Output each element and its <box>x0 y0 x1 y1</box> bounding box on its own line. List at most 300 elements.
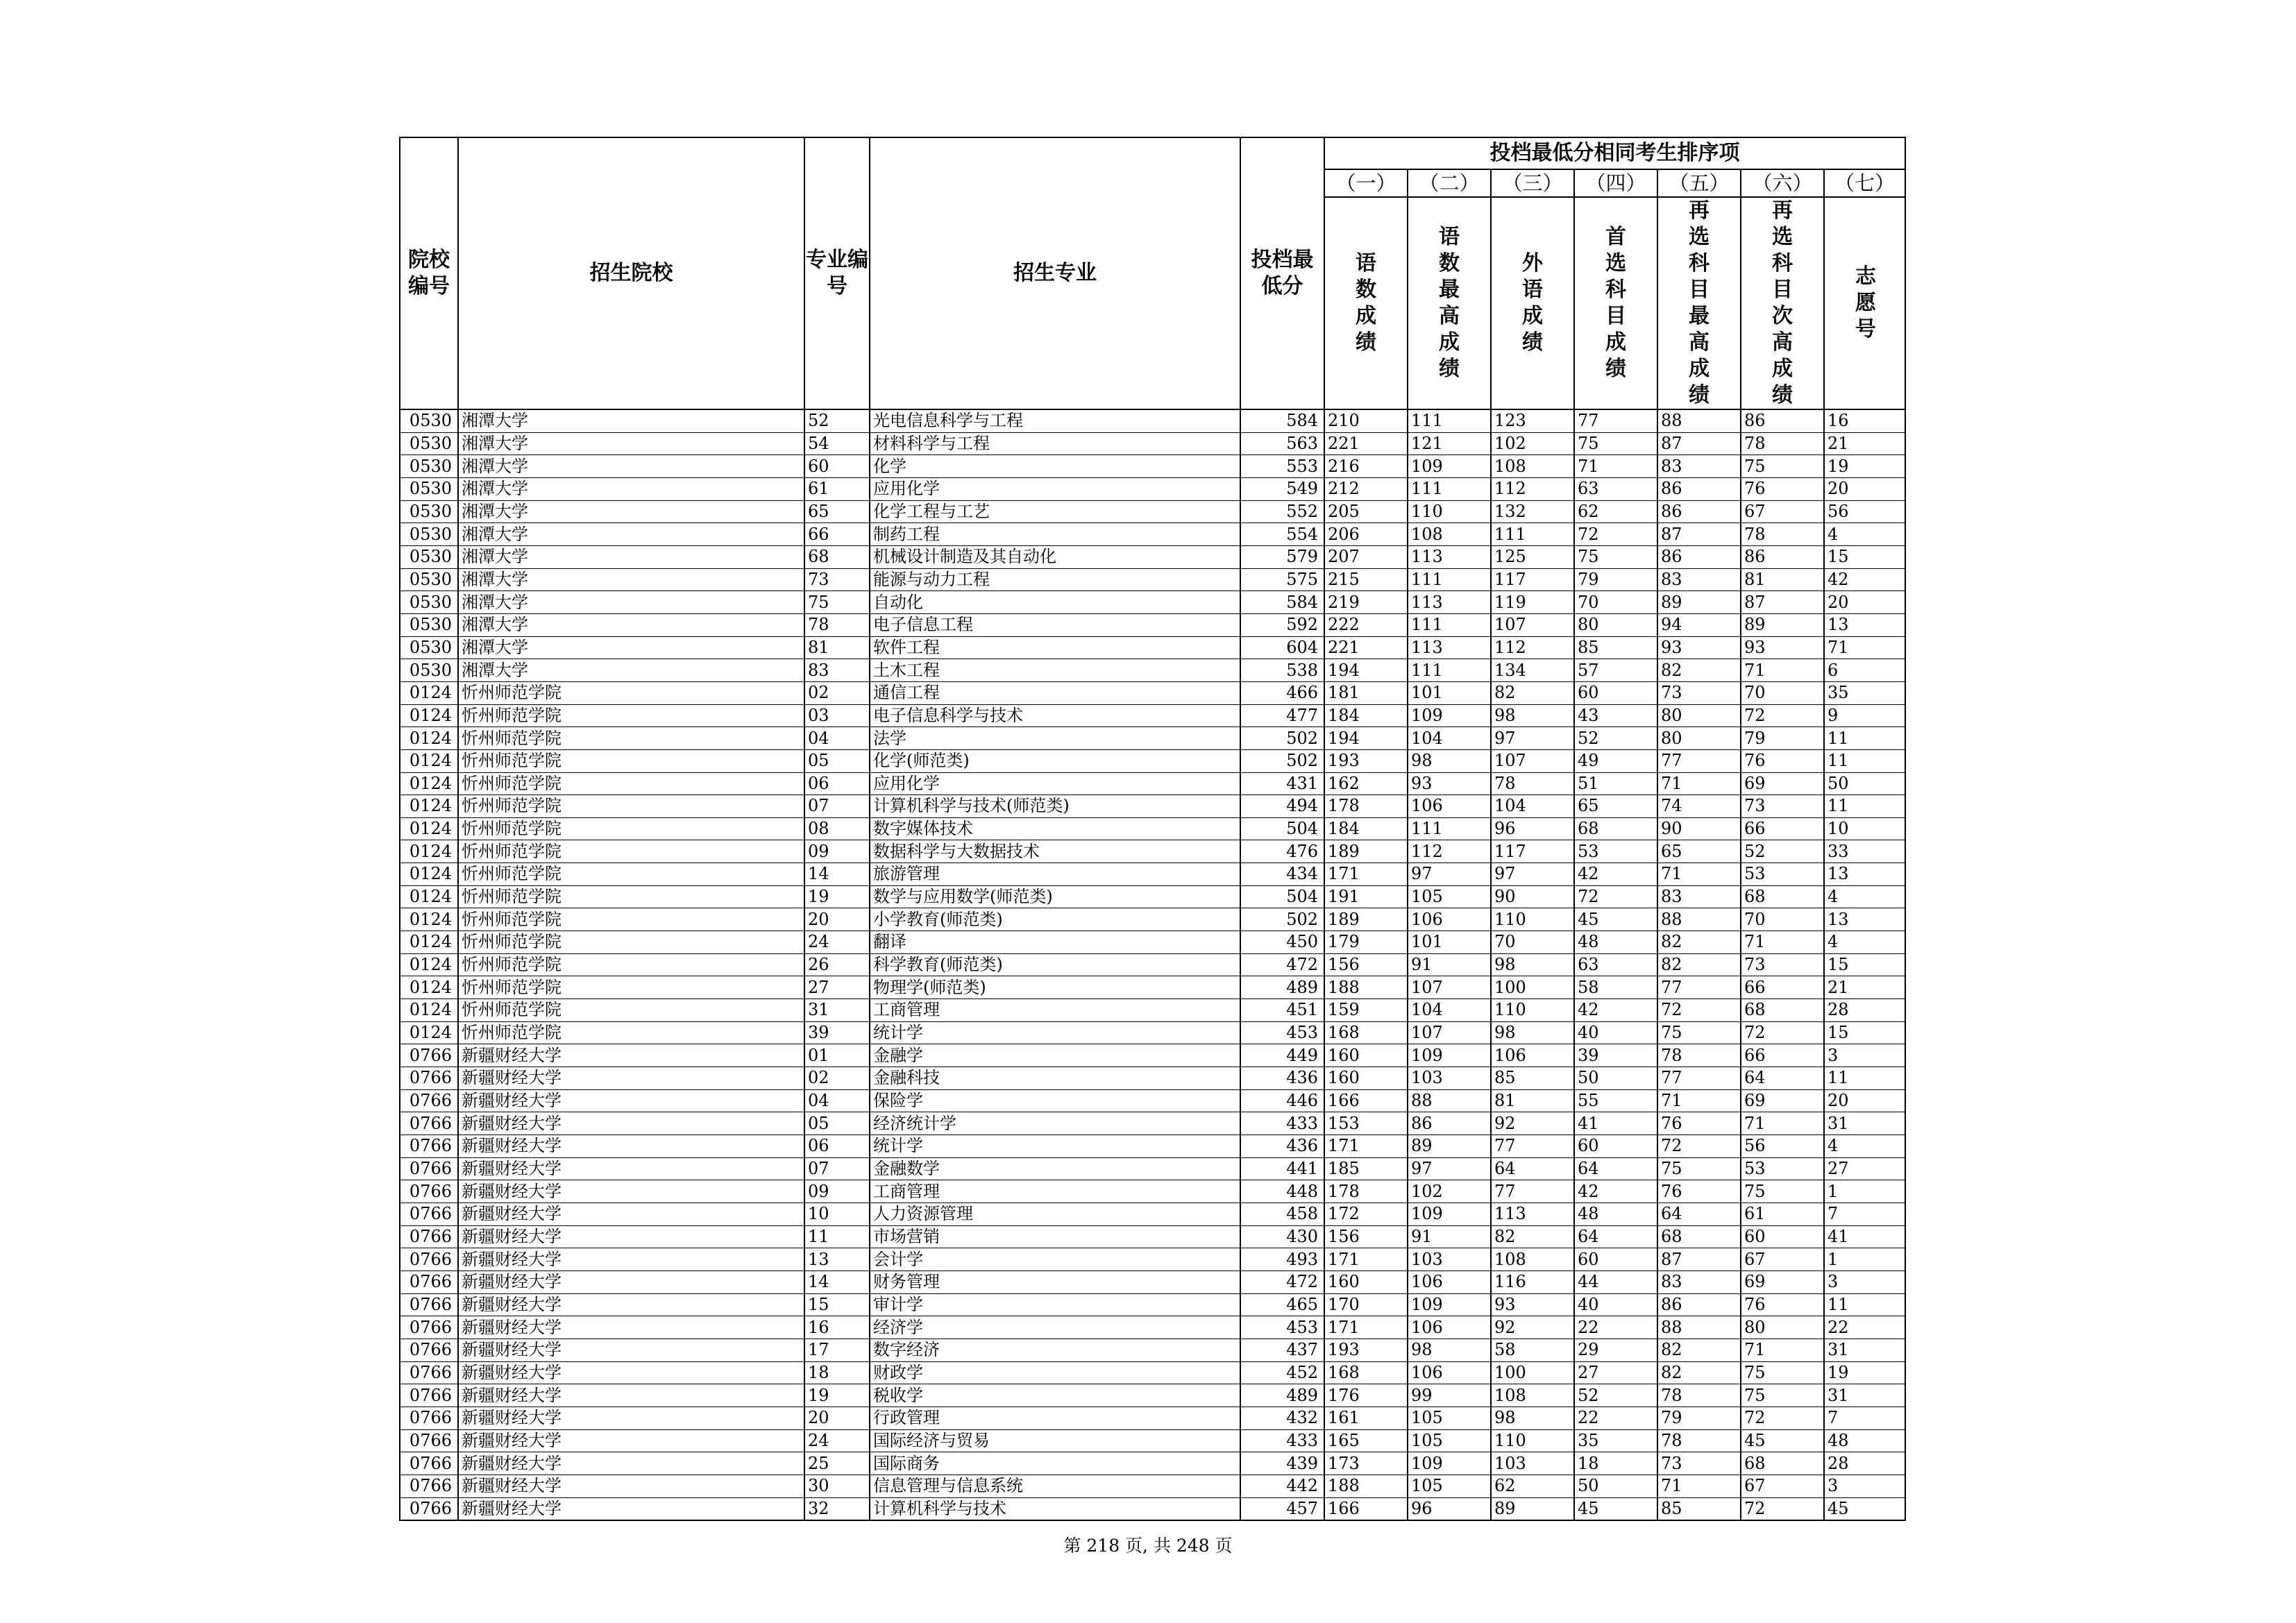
order-2-cell: 105 <box>1408 1475 1491 1497</box>
min-score-cell: 453 <box>1240 1021 1324 1044</box>
min-score-cell: 553 <box>1240 455 1324 478</box>
order-3-cell: 62 <box>1491 1475 1574 1497</box>
order-2-cell: 105 <box>1408 1407 1491 1429</box>
order-5-cell: 65 <box>1657 840 1741 863</box>
order-3-cell: 97 <box>1491 863 1574 886</box>
major-name-cell: 能源与动力工程 <box>870 568 1240 591</box>
min-score-cell: 504 <box>1240 817 1324 840</box>
table-row <box>400 1429 1905 1452</box>
table-row <box>400 1361 1905 1384</box>
school-code-cell: 0766 <box>400 1429 458 1452</box>
order-5-cell: 75 <box>1657 1021 1741 1044</box>
order-1-cell: 166 <box>1324 1497 1408 1520</box>
order-2-cell: 109 <box>1408 455 1491 478</box>
school-code-cell: 0766 <box>400 1316 458 1339</box>
order-2-cell: 101 <box>1408 681 1491 704</box>
school-code-cell: 0766 <box>400 1089 458 1112</box>
order-3-cell: 89 <box>1491 1497 1574 1520</box>
major-name-cell: 机械设计制造及其自动化 <box>870 545 1240 568</box>
order-7-cell: 7 <box>1824 1407 1905 1429</box>
order-3-cell: 96 <box>1491 817 1574 840</box>
order-5-cell: 68 <box>1657 1225 1741 1248</box>
table-row <box>400 1407 1905 1429</box>
major-name-cell: 物理学(师范类) <box>870 976 1240 999</box>
major-code-cell: 78 <box>804 613 870 636</box>
order-4-cell: 35 <box>1574 1429 1657 1452</box>
major-name-cell: 化学工程与工艺 <box>870 500 1240 523</box>
order-2-cell: 88 <box>1408 1089 1491 1112</box>
order-1-cell: 216 <box>1324 455 1408 478</box>
order-4-cell: 48 <box>1574 931 1657 954</box>
header-major-code: 专业编号 <box>804 137 870 409</box>
order-2-cell: 111 <box>1408 817 1491 840</box>
order-2-cell: 113 <box>1408 591 1491 614</box>
order-4-cell: 53 <box>1574 840 1657 863</box>
order-6-cell: 73 <box>1741 953 1824 976</box>
order-6-cell: 52 <box>1741 840 1824 863</box>
major-code-cell: 05 <box>804 749 870 772</box>
order-4-cell: 22 <box>1574 1407 1657 1429</box>
order-5-cell: 80 <box>1657 704 1741 727</box>
order-6-cell: 66 <box>1741 817 1824 840</box>
table-row <box>400 863 1905 886</box>
school-name-cell: 新疆财经大学 <box>458 1180 804 1203</box>
table-row <box>400 1203 1905 1225</box>
order-4-cell: 42 <box>1574 999 1657 1022</box>
min-score-cell: 604 <box>1240 636 1324 659</box>
major-code-cell: 19 <box>804 885 870 908</box>
order-3-cell: 108 <box>1491 455 1574 478</box>
table-row <box>400 772 1905 795</box>
min-score-cell: 502 <box>1240 727 1324 750</box>
order-6-cell: 75 <box>1741 1384 1824 1407</box>
min-score-cell: 549 <box>1240 477 1324 500</box>
school-name-cell: 忻州师范学院 <box>458 863 804 886</box>
school-name-cell: 新疆财经大学 <box>458 1112 804 1135</box>
order-1-cell: 205 <box>1324 500 1408 523</box>
order-3-cell: 77 <box>1491 1180 1574 1203</box>
order-1-cell: 171 <box>1324 1316 1408 1339</box>
school-name-cell: 忻州师范学院 <box>458 999 804 1022</box>
school-name-cell: 新疆财经大学 <box>458 1339 804 1361</box>
min-score-cell: 432 <box>1240 1407 1324 1429</box>
order-3-cell: 92 <box>1491 1112 1574 1135</box>
header-school-code: 院校编号 <box>400 137 458 409</box>
order-1-cell: 194 <box>1324 727 1408 750</box>
major-code-cell: 39 <box>804 1021 870 1044</box>
major-code-cell: 01 <box>804 1044 870 1067</box>
major-name-cell: 化学 <box>870 455 1240 478</box>
table-row <box>400 1089 1905 1112</box>
order-7-cell: 19 <box>1824 1361 1905 1384</box>
major-code-cell: 07 <box>804 1157 870 1180</box>
order-5-cell: 94 <box>1657 613 1741 636</box>
major-code-cell: 06 <box>804 1135 870 1158</box>
school-name-cell: 新疆财经大学 <box>458 1497 804 1520</box>
order-5-cell: 64 <box>1657 1203 1741 1225</box>
school-code-cell: 0124 <box>400 772 458 795</box>
school-code-cell: 0766 <box>400 1452 458 1475</box>
major-name-cell: 通信工程 <box>870 681 1240 704</box>
order-6-cell: 76 <box>1741 477 1824 500</box>
min-score-cell: 451 <box>1240 999 1324 1022</box>
major-name-cell: 制药工程 <box>870 523 1240 546</box>
major-name-cell: 电子信息科学与技术 <box>870 704 1240 727</box>
order-7-cell: 10 <box>1824 817 1905 840</box>
order-1-cell: 189 <box>1324 840 1408 863</box>
order-5-cell: 82 <box>1657 931 1741 954</box>
order-7-cell: 22 <box>1824 1316 1905 1339</box>
table-row <box>400 908 1905 931</box>
order-7-cell: 48 <box>1824 1429 1905 1452</box>
school-code-cell: 0530 <box>400 432 458 455</box>
order-7-cell: 15 <box>1824 953 1905 976</box>
min-score-cell: 433 <box>1240 1112 1324 1135</box>
min-score-cell: 446 <box>1240 1089 1324 1112</box>
major-name-cell: 光电信息科学与工程 <box>870 409 1240 432</box>
school-code-cell: 0766 <box>400 1407 458 1429</box>
order-3-cell: 92 <box>1491 1316 1574 1339</box>
order-3-cell: 81 <box>1491 1089 1574 1112</box>
order-7-cell: 71 <box>1824 636 1905 659</box>
order-6-cell: 75 <box>1741 455 1824 478</box>
order-6-cell: 72 <box>1741 1021 1824 1044</box>
min-score-cell: 433 <box>1240 1429 1324 1452</box>
order-7-cell: 3 <box>1824 1475 1905 1497</box>
school-code-cell: 0766 <box>400 1225 458 1248</box>
order-4-cell: 43 <box>1574 704 1657 727</box>
order-5-cell: 86 <box>1657 545 1741 568</box>
order-1-cell: 179 <box>1324 931 1408 954</box>
order-3-cell: 110 <box>1491 908 1574 931</box>
order-7-cell: 4 <box>1824 1135 1905 1158</box>
table-row <box>400 795 1905 818</box>
school-name-cell: 新疆财经大学 <box>458 1475 804 1497</box>
school-name-cell: 忻州师范学院 <box>458 704 804 727</box>
major-code-cell: 30 <box>804 1475 870 1497</box>
school-code-cell: 0530 <box>400 545 458 568</box>
order-1-cell: 178 <box>1324 1180 1408 1203</box>
order-1-cell: 165 <box>1324 1429 1408 1452</box>
order-6-cell: 89 <box>1741 613 1824 636</box>
order-3-cell: 113 <box>1491 1203 1574 1225</box>
order-5-cell: 86 <box>1657 1293 1741 1316</box>
order-6-cell: 66 <box>1741 1044 1824 1067</box>
order-6-cell: 67 <box>1741 1475 1824 1497</box>
table-row <box>400 1497 1905 1520</box>
order-1-cell: 156 <box>1324 1225 1408 1248</box>
school-code-cell: 0124 <box>400 908 458 931</box>
school-name-cell: 忻州师范学院 <box>458 953 804 976</box>
order-3-cell: 108 <box>1491 1384 1574 1407</box>
school-code-cell: 0766 <box>400 1044 458 1067</box>
school-code-cell: 0124 <box>400 885 458 908</box>
order-5-cell: 82 <box>1657 1339 1741 1361</box>
order-4-cell: 42 <box>1574 1180 1657 1203</box>
school-code-cell: 0124 <box>400 795 458 818</box>
order-5-cell: 82 <box>1657 1361 1741 1384</box>
school-code-cell: 0124 <box>400 863 458 886</box>
order-7-cell: 13 <box>1824 613 1905 636</box>
min-score-cell: 457 <box>1240 1497 1324 1520</box>
school-name-cell: 忻州师范学院 <box>458 976 804 999</box>
school-name-cell: 湘潭大学 <box>458 636 804 659</box>
header-min-score: 投档最低分 <box>1240 137 1324 409</box>
min-score-cell: 430 <box>1240 1225 1324 1248</box>
order-7-cell: 16 <box>1824 409 1905 432</box>
min-score-cell: 477 <box>1240 704 1324 727</box>
school-code-cell: 0124 <box>400 976 458 999</box>
order-4-cell: 63 <box>1574 953 1657 976</box>
order-6-cell: 66 <box>1741 976 1824 999</box>
school-name-cell: 新疆财经大学 <box>458 1452 804 1475</box>
order-2-cell: 103 <box>1408 1067 1491 1090</box>
min-score-cell: 563 <box>1240 432 1324 455</box>
order-2-cell: 111 <box>1408 409 1491 432</box>
major-code-cell: 08 <box>804 817 870 840</box>
order-4-cell: 75 <box>1574 432 1657 455</box>
order-4-cell: 68 <box>1574 817 1657 840</box>
school-name-cell: 忻州师范学院 <box>458 1021 804 1044</box>
order-3-cell: 132 <box>1491 500 1574 523</box>
order-6-cell: 68 <box>1741 885 1824 908</box>
table-row <box>400 931 1905 954</box>
school-code-cell: 0766 <box>400 1497 458 1520</box>
major-name-cell: 自动化 <box>870 591 1240 614</box>
table-row <box>400 1384 1905 1407</box>
order-3-cell: 112 <box>1491 636 1574 659</box>
order-7-cell: 11 <box>1824 1293 1905 1316</box>
order-1-cell: 191 <box>1324 885 1408 908</box>
order-2-cell: 110 <box>1408 500 1491 523</box>
school-code-cell: 0766 <box>400 1067 458 1090</box>
major-code-cell: 17 <box>804 1339 870 1361</box>
table-row <box>400 1339 1905 1361</box>
order-4-cell: 27 <box>1574 1361 1657 1384</box>
order-3-cell: 117 <box>1491 568 1574 591</box>
table-row <box>400 1112 1905 1135</box>
major-code-cell: 06 <box>804 772 870 795</box>
school-name-cell: 湘潭大学 <box>458 477 804 500</box>
order-6-cell: 60 <box>1741 1225 1824 1248</box>
table-row <box>400 704 1905 727</box>
school-code-cell: 0530 <box>400 568 458 591</box>
order-4-cell: 44 <box>1574 1271 1657 1293</box>
table-row <box>400 659 1905 682</box>
order-1-cell: 172 <box>1324 1203 1408 1225</box>
order-1-cell: 171 <box>1324 1135 1408 1158</box>
order-5-cell: 83 <box>1657 455 1741 478</box>
order-2-cell: 91 <box>1408 953 1491 976</box>
order-5-cell: 89 <box>1657 591 1741 614</box>
major-code-cell: 20 <box>804 908 870 931</box>
order-1-cell: 181 <box>1324 681 1408 704</box>
order-7-cell: 19 <box>1824 455 1905 478</box>
order-4-cell: 65 <box>1574 795 1657 818</box>
school-name-cell: 新疆财经大学 <box>458 1361 804 1384</box>
order-3-cell: 100 <box>1491 1361 1574 1384</box>
order-4-cell: 42 <box>1574 863 1657 886</box>
order-2-cell: 113 <box>1408 545 1491 568</box>
order-7-cell: 4 <box>1824 931 1905 954</box>
order-1-cell: 215 <box>1324 568 1408 591</box>
school-code-cell: 0124 <box>400 817 458 840</box>
order-3-cell: 93 <box>1491 1293 1574 1316</box>
order-1-cell: 193 <box>1324 1339 1408 1361</box>
order-5-cell: 77 <box>1657 1067 1741 1090</box>
order-1-cell: 184 <box>1324 704 1408 727</box>
min-score-cell: 592 <box>1240 613 1324 636</box>
order-1-cell: 207 <box>1324 545 1408 568</box>
min-score-cell: 450 <box>1240 931 1324 954</box>
table-row <box>400 1157 1905 1180</box>
min-score-cell: 466 <box>1240 681 1324 704</box>
min-score-cell: 575 <box>1240 568 1324 591</box>
order-2-cell: 97 <box>1408 1157 1491 1180</box>
major-code-cell: 73 <box>804 568 870 591</box>
min-score-cell: 584 <box>1240 409 1324 432</box>
school-name-cell: 忻州师范学院 <box>458 681 804 704</box>
min-score-cell: 458 <box>1240 1203 1324 1225</box>
order-4-cell: 60 <box>1574 1135 1657 1158</box>
school-code-cell: 0530 <box>400 659 458 682</box>
order-5-cell: 77 <box>1657 749 1741 772</box>
major-name-cell: 计算机科学与技术 <box>870 1497 1240 1520</box>
major-name-cell: 旅游管理 <box>870 863 1240 886</box>
major-name-cell: 保险学 <box>870 1089 1240 1112</box>
major-code-cell: 04 <box>804 727 870 750</box>
school-name-cell: 新疆财经大学 <box>458 1293 804 1316</box>
order-1-cell: 193 <box>1324 749 1408 772</box>
min-score-cell: 452 <box>1240 1361 1324 1384</box>
order-2-cell: 93 <box>1408 772 1491 795</box>
order-3-cell: 116 <box>1491 1271 1574 1293</box>
order-7-cell: 56 <box>1824 500 1905 523</box>
order-2-cell: 106 <box>1408 1271 1491 1293</box>
order-3-cell: 110 <box>1491 999 1574 1022</box>
major-name-cell: 财政学 <box>870 1361 1240 1384</box>
major-name-cell: 应用化学 <box>870 477 1240 500</box>
order-2-cell: 99 <box>1408 1384 1491 1407</box>
order-4-cell: 29 <box>1574 1339 1657 1361</box>
order-2-cell: 107 <box>1408 976 1491 999</box>
major-code-cell: 66 <box>804 523 870 546</box>
order-7-cell: 3 <box>1824 1271 1905 1293</box>
school-code-cell: 0124 <box>400 931 458 954</box>
major-name-cell: 经济统计学 <box>870 1112 1240 1135</box>
major-name-cell: 人力资源管理 <box>870 1203 1240 1225</box>
major-code-cell: 10 <box>804 1203 870 1225</box>
table-row <box>400 568 1905 591</box>
school-name-cell: 新疆财经大学 <box>458 1225 804 1248</box>
major-code-cell: 27 <box>804 976 870 999</box>
order-6-cell: 79 <box>1741 727 1824 750</box>
major-code-cell: 24 <box>804 931 870 954</box>
order-5-cell: 73 <box>1657 1452 1741 1475</box>
major-name-cell: 材料科学与工程 <box>870 432 1240 455</box>
major-name-cell: 市场营销 <box>870 1225 1240 1248</box>
major-code-cell: 09 <box>804 1180 870 1203</box>
header-school-name: 招生院校 <box>458 137 804 409</box>
major-name-cell: 税收学 <box>870 1384 1240 1407</box>
order-5-cell: 72 <box>1657 1135 1741 1158</box>
order-4-cell: 60 <box>1574 681 1657 704</box>
order-3-cell: 110 <box>1491 1429 1574 1452</box>
school-name-cell: 新疆财经大学 <box>458 1316 804 1339</box>
order-3-cell: 108 <box>1491 1248 1574 1271</box>
order-3-cell: 90 <box>1491 885 1574 908</box>
school-code-cell: 0530 <box>400 477 458 500</box>
order-1-cell: 159 <box>1324 999 1408 1022</box>
min-score-cell: 472 <box>1240 1271 1324 1293</box>
order-6-cell: 64 <box>1741 1067 1824 1090</box>
order-6-cell: 53 <box>1741 863 1824 886</box>
order-4-cell: 80 <box>1574 613 1657 636</box>
major-name-cell: 计算机科学与技术(师范类) <box>870 795 1240 818</box>
major-name-cell: 工商管理 <box>870 1180 1240 1203</box>
order-1-cell: 160 <box>1324 1044 1408 1067</box>
min-score-cell: 502 <box>1240 908 1324 931</box>
order-7-cell: 31 <box>1824 1339 1905 1361</box>
order-1-cell: 206 <box>1324 523 1408 546</box>
table-row <box>400 613 1905 636</box>
order-2-cell: 111 <box>1408 477 1491 500</box>
table-row <box>400 976 1905 999</box>
order-4-cell: 52 <box>1574 727 1657 750</box>
order-4-cell: 50 <box>1574 1067 1657 1090</box>
school-code-cell: 0124 <box>400 1021 458 1044</box>
major-code-cell: 52 <box>804 409 870 432</box>
major-code-cell: 83 <box>804 659 870 682</box>
major-name-cell: 软件工程 <box>870 636 1240 659</box>
order-4-cell: 18 <box>1574 1452 1657 1475</box>
order-7-cell: 31 <box>1824 1112 1905 1135</box>
order-5-cell: 78 <box>1657 1429 1741 1452</box>
header-order-item: 再选科目次高成绩 <box>1741 197 1824 409</box>
min-score-cell: 504 <box>1240 885 1324 908</box>
major-code-cell: 16 <box>804 1316 870 1339</box>
school-name-cell: 湘潭大学 <box>458 568 804 591</box>
major-code-cell: 25 <box>804 1452 870 1475</box>
order-7-cell: 13 <box>1824 863 1905 886</box>
order-3-cell: 111 <box>1491 523 1574 546</box>
major-code-cell: 02 <box>804 681 870 704</box>
order-7-cell: 11 <box>1824 727 1905 750</box>
order-4-cell: 45 <box>1574 908 1657 931</box>
school-name-cell: 忻州师范学院 <box>458 885 804 908</box>
order-7-cell: 21 <box>1824 976 1905 999</box>
order-7-cell: 28 <box>1824 999 1905 1022</box>
school-code-cell: 0530 <box>400 455 458 478</box>
order-7-cell: 1 <box>1824 1248 1905 1271</box>
school-name-cell: 忻州师范学院 <box>458 772 804 795</box>
table-row <box>400 409 1905 432</box>
min-score-cell: 584 <box>1240 591 1324 614</box>
major-name-cell: 数学与应用数学(师范类) <box>870 885 1240 908</box>
order-4-cell: 51 <box>1574 772 1657 795</box>
major-name-cell: 土木工程 <box>870 659 1240 682</box>
major-name-cell: 经济学 <box>870 1316 1240 1339</box>
order-4-cell: 71 <box>1574 455 1657 478</box>
order-5-cell: 76 <box>1657 1112 1741 1135</box>
order-3-cell: 134 <box>1491 659 1574 682</box>
major-name-cell: 国际商务 <box>870 1452 1240 1475</box>
order-7-cell: 27 <box>1824 1157 1905 1180</box>
order-1-cell: 168 <box>1324 1021 1408 1044</box>
school-code-cell: 0530 <box>400 591 458 614</box>
school-name-cell: 忻州师范学院 <box>458 908 804 931</box>
major-name-cell: 工商管理 <box>870 999 1240 1022</box>
